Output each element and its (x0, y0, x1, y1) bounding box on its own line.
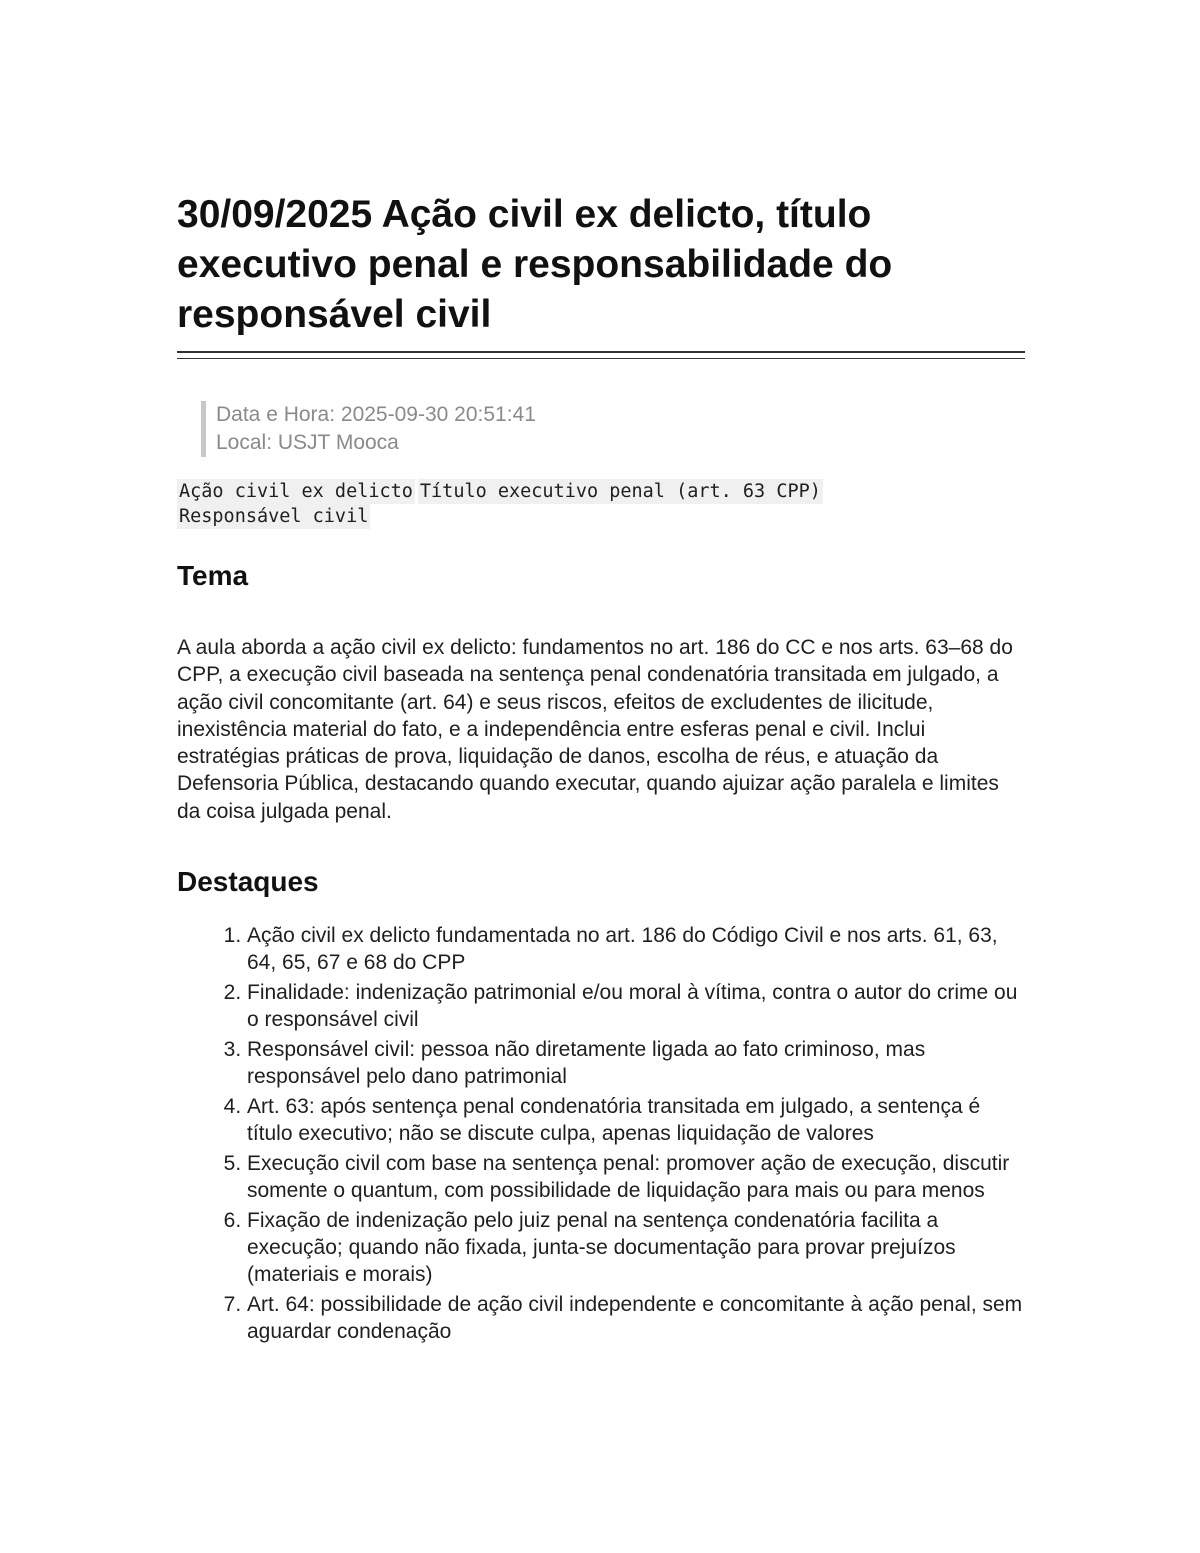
list-item: 6. Fixação de indenização pelo juiz penal na sentença condenatória facilita a execução; quando não fixada, junta-se documentação para provar prejuízos (materiais e morais) (247, 1207, 1025, 1288)
title-divider (177, 351, 1025, 359)
list-item: 7. Art. 64: possibilidade de ação civil independente e concomitante à ação penal, sem aguardar condenação (247, 1291, 1025, 1345)
destaques-heading: Destaques (177, 866, 319, 898)
list-item: 5. Execução civil com base na sentença penal: promover ação de execução, discutir somente o quantum, com possibilidade de liquidação para mais ou para menos (247, 1150, 1025, 1204)
tag-responsavel-civil: Responsável civil (179, 506, 369, 527)
meta-date-time: Data e Hora: 2025-09-30 20:51:41 (216, 403, 536, 426)
list-item: 2. Finalidade: indenização patrimonial e/ou moral à vítima, contra o autor do crime ou o responsável civil (247, 979, 1025, 1033)
list-item: 4. Art. 63: após sentença penal condenatória transitada em julgado, a sentença é título executivo; não se discute culpa, apenas liquidação de valores (247, 1093, 1025, 1147)
tag-acao-civil-ex-delicto: Ação civil ex delicto (179, 481, 413, 502)
meta-blockquote (201, 401, 1025, 457)
tag-titulo-executivo-penal: Título executivo penal (art. 63 CPP) (419, 481, 821, 502)
list-item: 1. Ação civil ex delicto fundamentada no art. 186 do Código Civil e nos arts. 61, 63, 64, 65, 67 e 68 do CPP (247, 922, 1025, 976)
list-item: 3. Responsável civil: pessoa não diretamente ligada ao fato criminoso, mas responsável pelo dano patrimonial (247, 1036, 1025, 1090)
tag-list (177, 479, 1025, 529)
tema-heading: Tema (177, 560, 249, 591)
document-title: 30/09/2025 Ação civil ex delicto, título executivo penal e responsabilidade do responsável civil (177, 193, 893, 336)
tema-paragraph: A aula aborda a ação civil ex delicto: fundamentos no art. 186 do CC e nos arts. 63–68 do CPP, a execução civil baseada na sentença penal condenatória transitada em julgado, a ação civil concomitante (art. 64) e seus riscos, efeitos de excludentes de ilicitude, inexistência material do fato, e a independência entre esferas penal e civil. Inclui estratégias práticas de prova, liquidação de danos, escolha de réus, e atuação da Defensoria Pública, destacando quando executar, quando ajuizar ação paralela e limites da coisa julgada penal. (177, 636, 1013, 823)
meta-location: Local: USJT Mooca (216, 431, 399, 454)
document-page (177, 190, 1025, 1348)
destaques-list (177, 922, 1025, 1345)
